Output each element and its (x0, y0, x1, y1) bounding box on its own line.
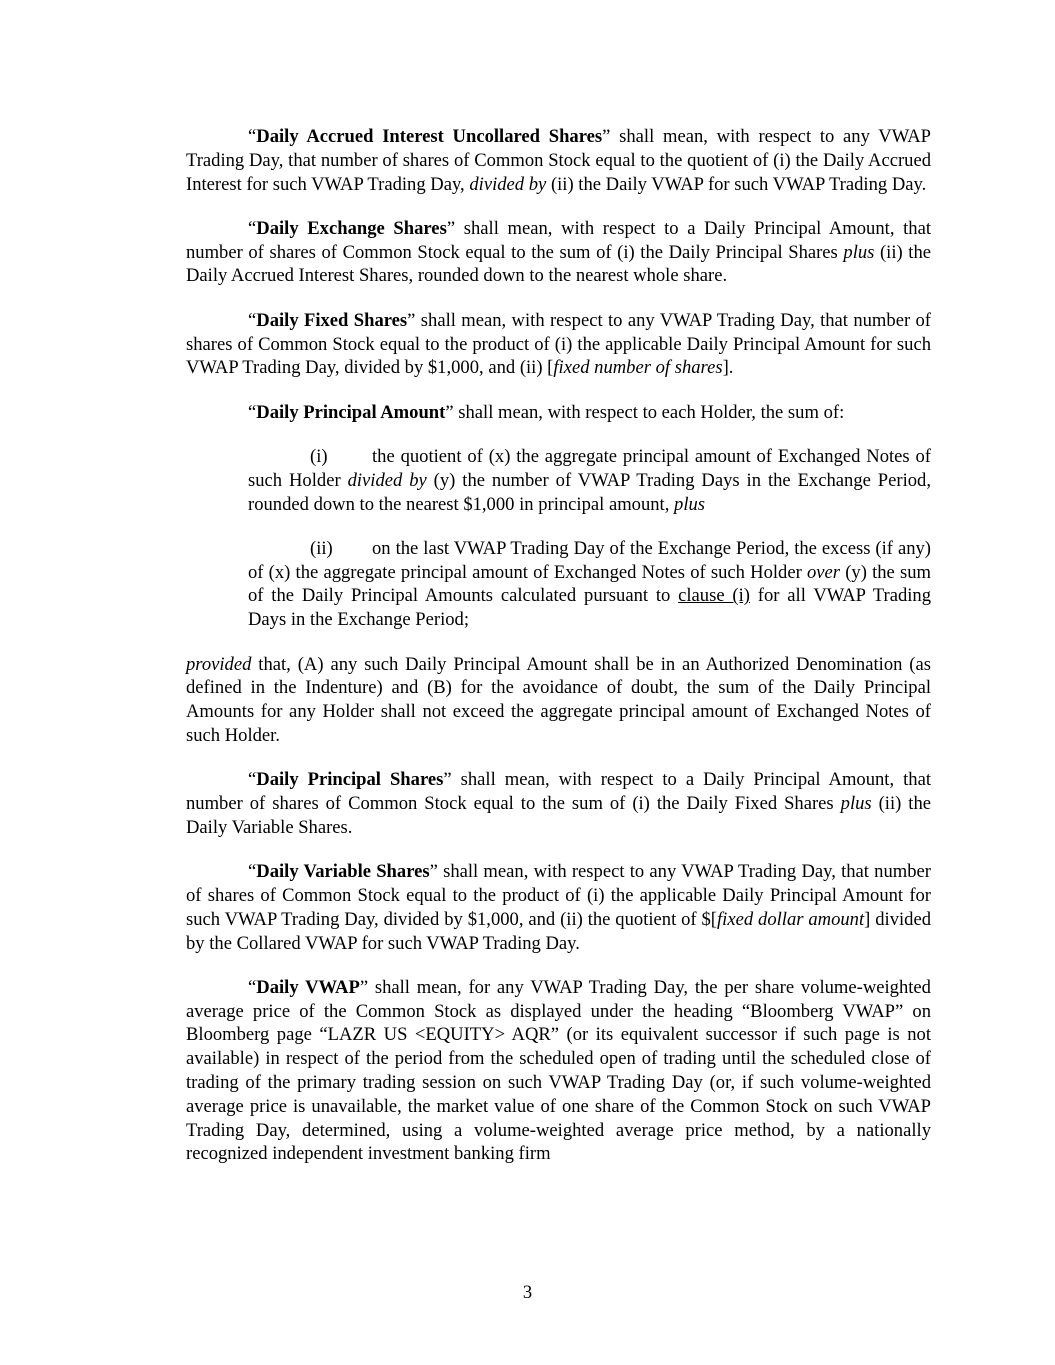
proviso-text: that, (A) any such Daily Principal Amount shall be in an Authorized Denomination (as defined in the Indenture) and (B) for the avoidance of doubt, the sum of the Daily Principal Amounts for any Holder shall not exceed the aggregate principal amount of Exchanged Notes of such Holder. (186, 653, 931, 746)
italic-text: plus (843, 241, 875, 263)
italic-text: fixed number of shares (553, 357, 723, 379)
open-quote: “ (248, 769, 257, 791)
definition-text: (ii) the Daily Variable Shares. (186, 793, 931, 838)
clause-text: (y) the number of VWAP Trading Days in the Exchange Period, rounded down to the nearest $1,000 in principal amount, (248, 469, 931, 515)
open-quote: “ (248, 126, 257, 147)
clause-number: (ii) (310, 537, 333, 559)
open-quote: “ (248, 861, 257, 883)
open-quote: “ (248, 976, 257, 998)
open-quote: “ (248, 217, 257, 239)
page-number: 3 (522, 1282, 533, 1303)
defined-term: Daily Principal Shares (256, 769, 444, 791)
defined-term: Daily VWAP (256, 976, 360, 998)
definition-text: shall mean, with respect to a Daily Principal Amount, that number of shares of Common Stock equal to the sum of (i) the Daily Principal Shares (186, 217, 932, 263)
defined-term: Daily Accrued Interest Uncollared Shares (256, 126, 603, 147)
defined-term: Daily Fixed Shares (256, 309, 408, 331)
clause-text: on the last VWAP Trading Day of the Exchange Period, the excess (if any) of (x) the aggregate principal amount of Exchanged Notes of such Holder (248, 537, 931, 583)
proviso-paragraph (186, 653, 931, 748)
clause-ii (248, 537, 931, 632)
definition-text: shall mean, for any VWAP Trading Day, the per share volume-weighted average price of the Common Stock as displayed under the heading “Bloomberg VWAP” on Bloomberg page “LAZR US <EQUITY> AQR” (or its equivalent successor if such page is not available) in respect of the period from the scheduled open of trading until the scheduled close of trading of the primary trading session on such VWAP Trading Day (or, if such volume-weighted average price is unavailable, the market value of one share of the Common Stock on such VWAP Trading Day, determined, using a volume-weighted average price method, by a nationally recognized independent investment banking firm (186, 976, 931, 1165)
close-quote: ” (446, 217, 456, 239)
definition-daily-variable-shares (186, 860, 931, 955)
definition-daily-principal-shares (186, 768, 931, 839)
italic-text: divided by (347, 469, 427, 491)
italic-text: plus (674, 493, 706, 515)
close-quote: ” (602, 126, 611, 147)
close-quote: ” (443, 769, 452, 791)
close-quote: ” (407, 309, 416, 331)
clause-text: for all VWAP Trading Days in the Exchange Period; (248, 585, 932, 631)
defined-term: Daily Exchange Shares (256, 217, 447, 239)
close-quote: ” (445, 401, 454, 423)
definition-daily-accrued-interest-uncollared-shares (186, 125, 931, 196)
clause-i (248, 445, 931, 516)
definition-daily-vwap (186, 976, 931, 1166)
clause-text: the quotient of (x) the aggregate principal amount of Exchanged Notes of such Holder (248, 445, 931, 491)
document-body (186, 125, 931, 1187)
italic-text: divided by (469, 173, 547, 195)
italic-text: over (806, 561, 841, 583)
italic-text: plus (840, 793, 872, 815)
definition-text: (ii) the Daily Accrued Interest Shares, rounded down to the nearest whole share. (186, 241, 931, 287)
close-quote: ” (429, 861, 438, 883)
clause-text: (y) the sum of the Daily Principal Amounts calculated pursuant to (248, 561, 931, 607)
definition-text: shall mean, with respect to any VWAP Trading Day, that number of shares of Common Stock equal to the product of (i) the applicable Daily Principal Amount for such VWAP Trading Day, divided by $1,000, and (ii) [ (186, 309, 931, 379)
definition-text: ] divided by the Collared VWAP for such VWAP Trading Day. (186, 908, 932, 954)
definition-daily-exchange-shares (186, 217, 931, 288)
open-quote: “ (248, 309, 257, 331)
italic-text: fixed dollar amount (717, 908, 865, 930)
definition-daily-principal-amount (186, 401, 931, 425)
definition-text: shall mean, with respect to any VWAP Trading Day, that number of shares of Common Stock equal to the quotient of (i) the Daily Accrued Interest for such VWAP Trading Day, (186, 126, 931, 195)
definition-text: (ii) the Daily VWAP for such VWAP Trading Day. (546, 173, 927, 195)
italic-text: provided (186, 653, 252, 675)
open-quote: “ (248, 401, 257, 423)
close-quote: ” (359, 976, 369, 998)
definition-daily-fixed-shares (186, 309, 931, 380)
clause-number: (i) (310, 445, 328, 467)
definition-text: ]. (722, 357, 734, 379)
definition-text: shall mean, with respect to any VWAP Trading Day, that number of shares of Common Stock equal to the product of (i) the applicable Daily Principal Amount for such VWAP Trading Day, divided by $1,000, and (ii) the quotient of $[ (186, 861, 931, 930)
clause-reference: clause (i) (678, 585, 750, 607)
defined-term: Daily Principal Amount (256, 401, 446, 423)
definition-text: shall mean, with respect to each Holder, the sum of: (453, 401, 845, 423)
definition-text: shall mean, with respect to a Daily Principal Amount, that number of shares of Common Stock equal to the sum of (i) the Daily Fixed Shares (186, 769, 932, 815)
defined-term: Daily Variable Shares (256, 861, 430, 883)
